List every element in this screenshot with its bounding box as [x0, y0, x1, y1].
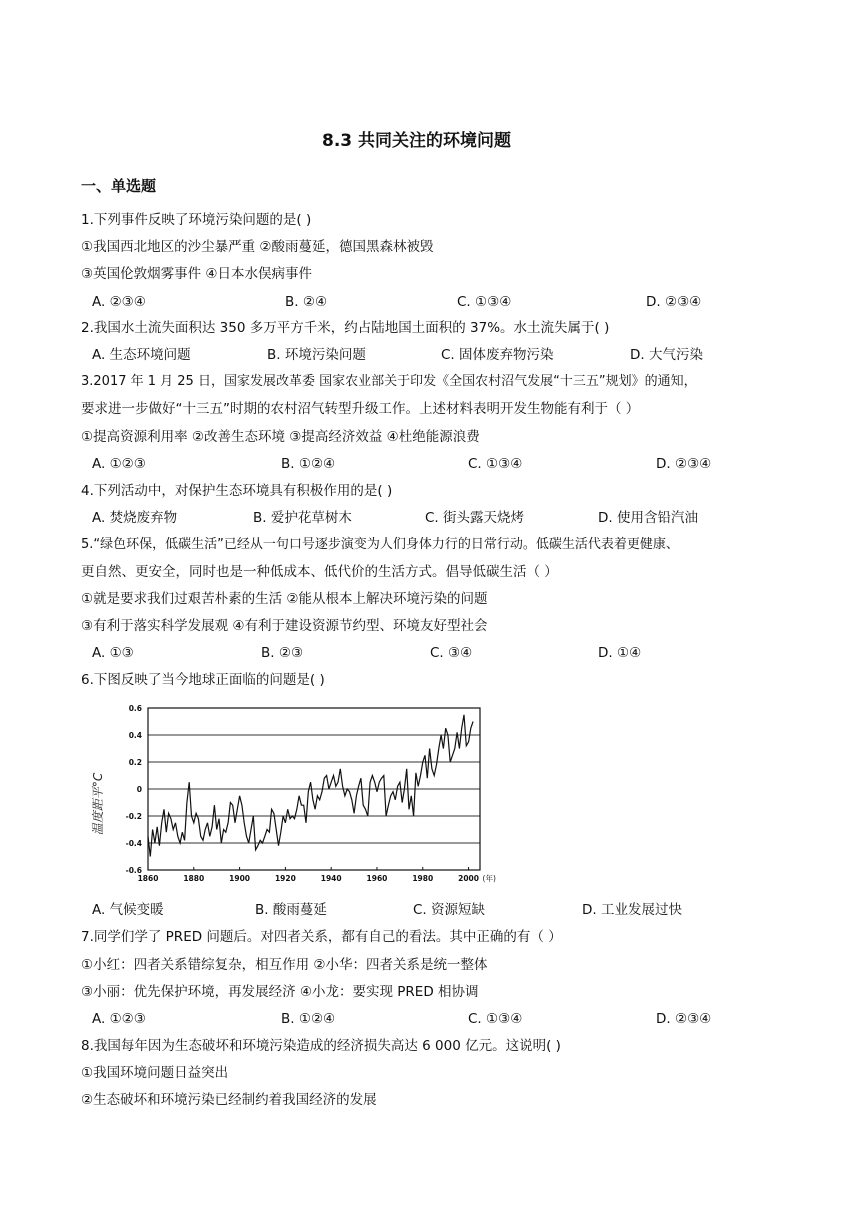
question-1-stem: 1.下列事件反映了环境污染问题的是( ) [81, 212, 312, 228]
question-1-option-c[interactable]: C. ①③④ [457, 294, 512, 310]
question-3-option-d[interactable]: D. ②③④ [656, 456, 712, 472]
y-tick-label: 0.4 [128, 731, 142, 740]
question-6-option-b[interactable]: B. 酸雨蔓延 [255, 902, 327, 918]
question-1-option-a[interactable]: A. ②③④ [92, 294, 146, 310]
question-4-option-b[interactable]: B. 爱护花草树木 [253, 510, 352, 526]
question-1-statements-b: ③英国伦敦烟雾事件 ④日本水俣病事件 [81, 266, 312, 282]
question-5-option-d[interactable]: D. ①④ [598, 645, 642, 661]
question-4-option-c[interactable]: C. 街头露天烧烤 [425, 510, 525, 526]
question-3-option-a[interactable]: A. ①②③ [92, 456, 146, 472]
question-5-statements-a: ①就是要求我们过艰苦朴素的生活 ②能从根本上解决环境污染的问题 [81, 591, 488, 607]
x-tick-label: 1960 [366, 874, 388, 883]
y-tick-label: -0.6 [125, 866, 142, 875]
question-3-stem-line-2: 要求进一步做好“十三五”时期的农村沼气转型升级工作。上述材料表明开发生物能有利于（ ） [81, 401, 640, 417]
y-axis-label: 温度距平°C [91, 772, 105, 836]
question-5-stem-line-2: 更自然、更安全，同时也是一种低成本、低代价的生活方式。倡导低碳生活（ ） [81, 564, 558, 580]
question-2-option-b[interactable]: B. 环境污染问题 [267, 347, 366, 363]
y-tick-label: 0.6 [128, 704, 142, 713]
page-title: 8.3 共同关注的环境问题 [322, 131, 512, 151]
question-6-stem: 6.下图反映了当今地球正面临的问题是( ) [81, 672, 325, 688]
question-1-option-b[interactable]: B. ②④ [285, 294, 328, 310]
question-5-statements-b: ③有利于落实科学发展观 ④有利于建设资源节约型、环境友好型社会 [81, 618, 488, 634]
x-tick-label: 1920 [274, 874, 296, 883]
question-5-stem-line-1: 5.“绿色环保，低碳生活”已经从一句口号逐步演变为人们身体力行的日常行动。低碳生活代表着更健康、 [81, 537, 679, 552]
question-8-statement-1: ①我国环境问题日益突出 [81, 1065, 229, 1081]
question-6-option-d[interactable]: D. 工业发展过快 [582, 902, 682, 918]
question-6-option-c[interactable]: C. 资源短缺 [413, 902, 486, 918]
question-7-option-d[interactable]: D. ②③④ [656, 1011, 712, 1027]
question-5-option-b[interactable]: B. ②③ [261, 645, 304, 661]
question-2-option-a[interactable]: A. 生态环境问题 [92, 347, 191, 363]
question-7-option-c[interactable]: C. ①③④ [468, 1011, 523, 1027]
question-3-option-b[interactable]: B. ①②④ [281, 456, 336, 472]
section-heading: 一、单选题 [81, 177, 157, 195]
question-1-statements-a: ①我国西北地区的沙尘暴严重 ②酸雨蔓延，德国黑森林被毁 [81, 239, 434, 255]
y-tick-label: -0.4 [125, 839, 142, 848]
question-7-option-a[interactable]: A. ①②③ [92, 1011, 146, 1027]
question-8-stem: 8.我国每年因为生态破坏和环境污染造成的经济损失高达 6 000 亿元。这说明( ) [81, 1038, 561, 1054]
x-tick-label: 1940 [320, 874, 342, 883]
y-tick-label: 0.2 [128, 758, 142, 767]
question-7-statements-a: ①小红：四者关系错综复杂，相互作用 ②小华：四者关系是统一整体 [81, 957, 488, 973]
x-tick-label: 1900 [229, 874, 251, 883]
y-tick-label: -0.2 [125, 812, 142, 821]
x-tick-label: 2000 [458, 874, 479, 883]
question-7-option-b[interactable]: B. ①②④ [281, 1011, 336, 1027]
question-5-option-a[interactable]: A. ①③ [92, 645, 134, 661]
question-4-stem: 4.下列活动中，对保护生态环境具有积极作用的是( ) [81, 483, 393, 499]
question-4-option-a[interactable]: A. 焚烧废弃物 [92, 510, 178, 526]
x-tick-label: 1860 [137, 874, 159, 883]
question-8-statement-2: ②生态破坏和环境污染已经制约着我国经济的发展 [81, 1092, 377, 1108]
x-tick-label: 1880 [183, 874, 205, 883]
question-6-option-a[interactable]: A. 气候变暖 [92, 902, 164, 918]
question-7-statements-b: ③小丽：优先保护环境，再发展经济 ④小龙：要实现 PRED 相协调 [81, 984, 479, 1000]
question-3-option-c[interactable]: C. ①③④ [468, 456, 523, 472]
question-2-option-d[interactable]: D. 大气污染 [630, 347, 703, 363]
temperature-anomaly-line [148, 715, 473, 857]
temperature-anomaly-chart [88, 700, 508, 892]
question-4-option-d[interactable]: D. 使用含铅汽油 [598, 510, 698, 526]
y-tick-label: 0 [136, 785, 142, 794]
question-2-stem: 2.我国水土流失面积达 350 多万平方千米，约占陆地国土面积的 37%。水土流失属于( ) [81, 320, 610, 336]
question-5-option-c[interactable]: C. ③④ [430, 645, 473, 661]
question-3-statements: ①提高资源利用率 ②改善生态环境 ③提高经济效益 ④杜绝能源浪费 [81, 429, 480, 445]
question-2-option-c[interactable]: C. 固体废弃物污染 [441, 347, 554, 363]
x-axis-unit: (年) [482, 874, 496, 883]
question-3-stem-line-1: 3.2017 年 1 月 25 日，国家发展改革委 国家农业部关于印发《全国农村沼气发展“十三五”规划》的通知， [81, 374, 697, 389]
x-tick-label: 1980 [412, 874, 434, 883]
question-7-stem: 7.同学们学了 PRED 问题后。对四者关系，都有自己的看法。其中正确的有（ ） [81, 929, 562, 945]
question-1-option-d[interactable]: D. ②③④ [646, 294, 702, 310]
